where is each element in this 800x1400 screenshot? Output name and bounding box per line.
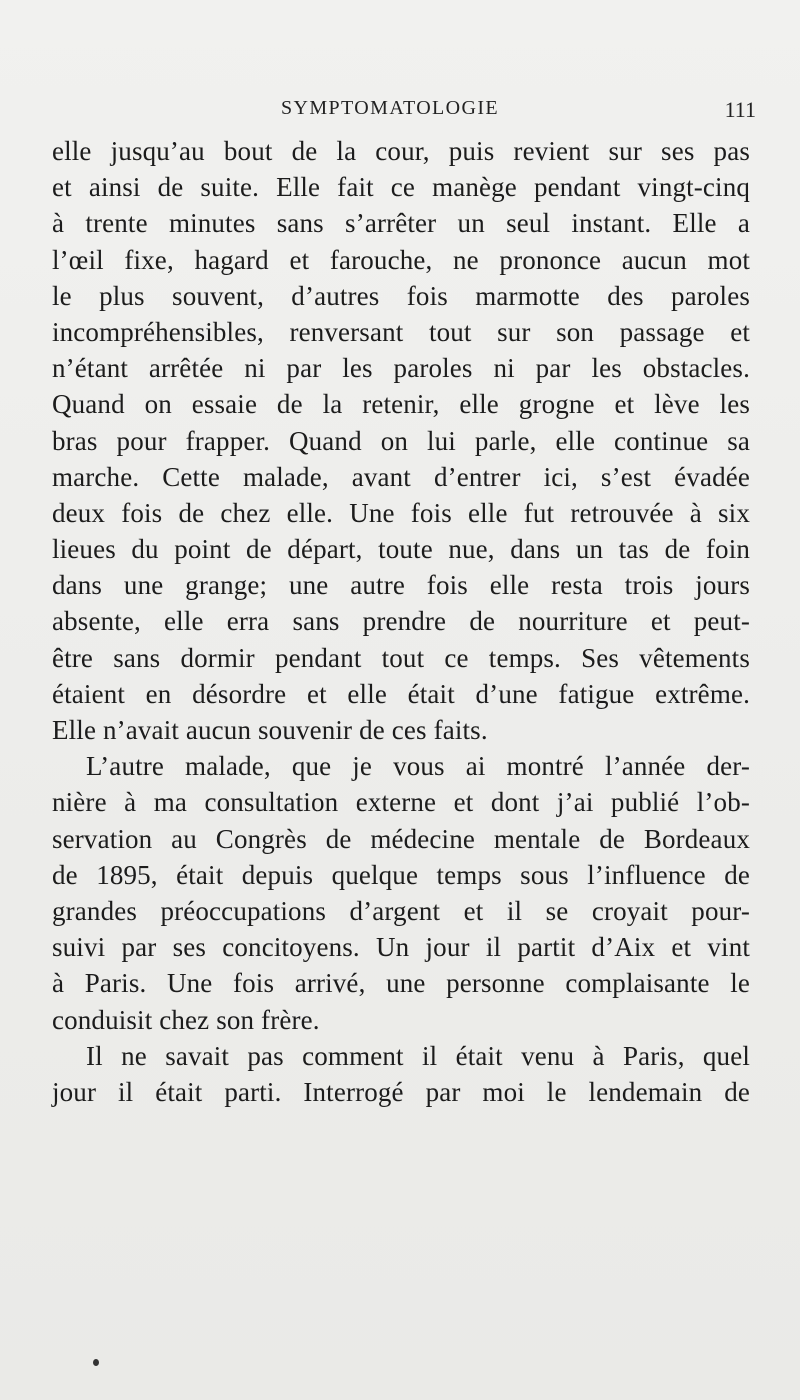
text-line: à trente minutes sans s’arrêter un seul instant. Elle a <box>52 208 750 239</box>
page-number: 111 <box>724 97 756 122</box>
text-line: grandes préoccupations d’argent et il se croyait pour- <box>52 895 750 926</box>
text-line: de 1895, était depuis quelque temps sous l’influence de <box>52 859 750 890</box>
text-line: l’œil fixe, hagard et farouche, ne prononce aucun mot <box>52 244 750 275</box>
text-line: étaient en désordre et elle était d’une fatigue extrême. <box>52 678 750 709</box>
text-line: dans une grange; une autre fois elle resta trois jours <box>52 570 750 601</box>
text-line: le plus souvent, d’autres fois marmotte des paroles <box>52 280 750 311</box>
text-line: marche. Cette malade, avant d’entrer ici, s’est évadée <box>52 461 750 492</box>
text-line: lieues du point de départ, toute nue, dans un tas de foin <box>52 534 750 565</box>
text-line: jour il était parti. Interrogé par moi le lendemain de <box>52 1076 750 1107</box>
text-line: conduisit chez son frère. <box>52 1004 320 1035</box>
running-head <box>40 97 800 127</box>
ink-speck <box>93 1359 99 1366</box>
text-line: suivi par ses concitoyens. Un jour il partit d’Aix et vint <box>52 932 750 963</box>
text-line: et ainsi de suite. Elle fait ce manège pendant vingt-cinq <box>52 172 750 203</box>
text-line: servation au Congrès de médecine mentale de Bordeaux <box>52 823 750 854</box>
text-line: Elle n’avait aucun souvenir de ces faits. <box>52 715 488 745</box>
body-text <box>52 133 750 1110</box>
text-line: absente, elle erra sans prendre de nourriture et peut- <box>52 606 750 637</box>
text-line: deux fois de chez elle. Une fois elle fut retrouvée à six <box>52 497 750 528</box>
text-line: L’autre malade, que je vous ai montré l’année der- <box>86 751 750 782</box>
running-title: SYMPTOMATOLOGIE <box>280 97 500 119</box>
text-line: être sans dormir pendant tout ce temps. Ses vêtements <box>52 642 750 673</box>
text-line: nière à ma consultation externe et dont j’ai publié l’ob- <box>52 787 750 818</box>
text-line: Quand on essaie de la retenir, elle grogne et lève les <box>52 389 750 420</box>
text-line: incompréhensibles, renversant tout sur son passage et <box>52 316 750 347</box>
text-line: bras pour frapper. Quand on lui parle, elle continue sa <box>52 425 750 456</box>
text-line: n’étant arrêtée ni par les paroles ni par les obstacles. <box>52 353 750 384</box>
text-line: Il ne savait pas comment il était venu à Paris, quel <box>86 1040 750 1071</box>
text-line: à Paris. Une fois arrivé, une personne complaisante le <box>52 968 750 999</box>
text-line: elle jusqu’au bout de la cour, puis revient sur ses pas <box>52 136 750 166</box>
